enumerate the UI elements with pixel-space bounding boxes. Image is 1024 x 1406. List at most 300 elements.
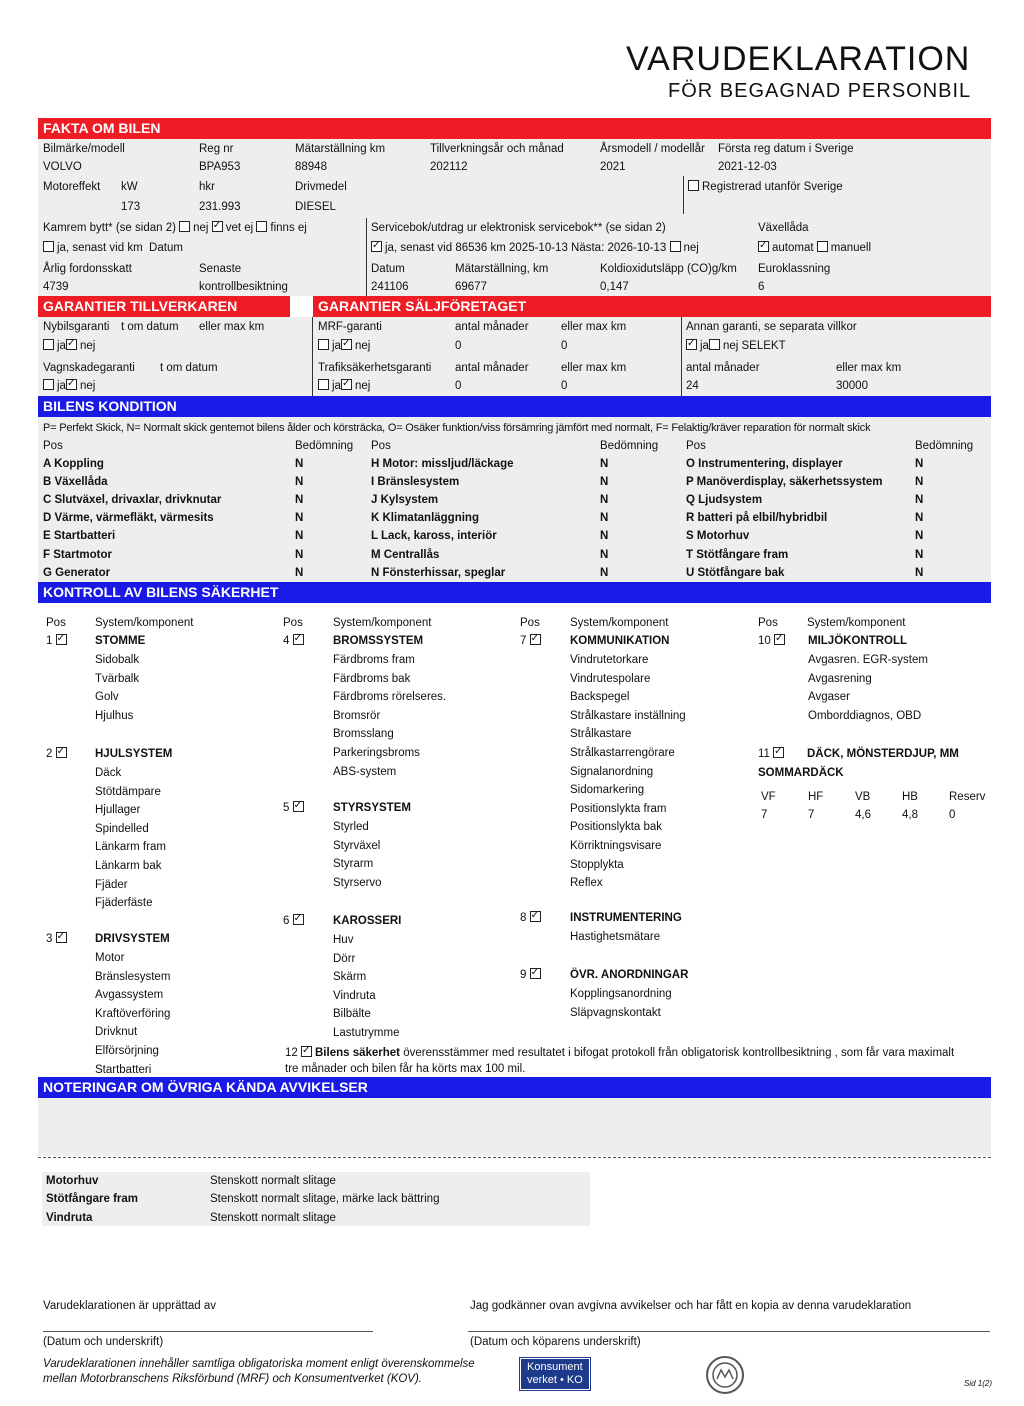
group-item: Strålkastare inställning bbox=[570, 709, 686, 722]
body-nej-label: nej bbox=[79, 380, 96, 392]
group-pos-cell bbox=[46, 747, 70, 761]
condition-item-label: A Koppling bbox=[43, 458, 104, 470]
buyer-signature-label: (Datum och köparens underskrift) bbox=[470, 1336, 641, 1348]
condition-item-rating: N bbox=[600, 566, 609, 579]
timing-date-label: Datum bbox=[149, 242, 183, 254]
group-item: Stopplykta bbox=[570, 858, 624, 871]
other-ja-checkbox[interactable] bbox=[686, 339, 697, 350]
group-item: Hjulhus bbox=[95, 709, 134, 722]
group-item: ABS-system bbox=[333, 765, 397, 778]
condition-item-rating: N bbox=[915, 476, 924, 489]
gearbox-label: Växellåda bbox=[758, 222, 809, 234]
abroad-option bbox=[688, 180, 843, 194]
condition-item-label: O Instrumentering, displayer bbox=[686, 458, 843, 470]
group-heading: KAROSSERI bbox=[333, 915, 402, 927]
condition-item-label: S Motorhuv bbox=[686, 530, 750, 543]
condition-item-label: H Motor: missljud/läckage bbox=[371, 458, 514, 470]
group-checkbox[interactable] bbox=[530, 911, 541, 922]
make-value: VOLVO bbox=[43, 161, 82, 173]
mrf-choice bbox=[318, 339, 370, 353]
group-item: Stötdämpare bbox=[95, 785, 161, 798]
group-item: Positionslykta bak bbox=[570, 821, 663, 834]
condition-item-label: L Lack, kaross, interiör bbox=[371, 530, 497, 543]
mileage-label: Mätarställning km bbox=[295, 143, 386, 155]
group-checkbox[interactable] bbox=[530, 634, 541, 645]
group-pos: 1 bbox=[46, 635, 53, 647]
group-checkbox[interactable] bbox=[774, 634, 785, 645]
group-checkbox[interactable] bbox=[56, 634, 67, 645]
group-item: Bränslesystem bbox=[95, 970, 171, 983]
traffic-nej-checkbox[interactable] bbox=[341, 379, 352, 390]
condition-item-label: E Startbatteri bbox=[43, 530, 116, 543]
fuel-value: DIESEL bbox=[295, 201, 336, 213]
reg-label: Reg nr bbox=[199, 143, 234, 155]
condition-item-label: F Startmotor bbox=[43, 548, 112, 561]
condition-item-label: C Slutväxel, drivaxlar, drivknutar bbox=[43, 494, 222, 507]
group-item: Elförsörjning bbox=[95, 1045, 159, 1057]
cond-rating-header-3: Bedömning bbox=[915, 440, 974, 452]
date-label: Datum bbox=[371, 263, 405, 275]
group-pos: 3 bbox=[46, 933, 53, 945]
note-key: Stötfångare fram bbox=[46, 1193, 139, 1206]
group-pos: 2 bbox=[46, 748, 53, 760]
service-ja-checkbox[interactable] bbox=[371, 241, 382, 252]
condition-item-rating: N bbox=[915, 494, 924, 507]
note-value: Stenskott normalt slitage bbox=[210, 1211, 336, 1224]
condition-item-rating: N bbox=[600, 476, 609, 489]
condition-item-label: G Generator bbox=[43, 566, 111, 579]
group-checkbox[interactable] bbox=[530, 968, 541, 979]
model-year-value: 2021 bbox=[600, 161, 626, 173]
group-item: Kraftöverföring bbox=[95, 1007, 171, 1020]
mrf-label: MRF-garanti bbox=[318, 321, 382, 333]
new-ja-checkbox[interactable] bbox=[43, 339, 54, 350]
gear-auto-label: automat bbox=[772, 242, 814, 254]
group-item: Omborddiagnos, OBD bbox=[808, 709, 922, 722]
condition-item-rating: N bbox=[295, 548, 304, 561]
reg-value: BPA953 bbox=[199, 161, 241, 173]
condition-item-rating: N bbox=[915, 566, 924, 579]
traffic-ja-label: ja bbox=[332, 380, 341, 392]
mrf-nej-checkbox[interactable] bbox=[341, 339, 352, 350]
condition-item-label: M Centrallås bbox=[371, 548, 440, 561]
group-item: Avgasrening bbox=[808, 672, 872, 685]
group-checkbox[interactable] bbox=[293, 914, 304, 925]
group-heading: MILJÖKONTROLL bbox=[808, 635, 908, 647]
group-item: Styrarm bbox=[333, 858, 374, 871]
other-km-value: 30000 bbox=[836, 380, 868, 392]
kw-label: kW bbox=[121, 181, 138, 193]
hp-value: 231.993 bbox=[199, 201, 241, 213]
group-checkbox[interactable] bbox=[56, 747, 67, 758]
cond-pos-header-2: Pos bbox=[371, 440, 391, 452]
first-reg-value: 2021-12-03 bbox=[718, 161, 777, 173]
condition-item-label: I Bränslesystem bbox=[371, 476, 460, 489]
mrf-km-label: eller max km bbox=[561, 321, 627, 333]
group-checkbox[interactable] bbox=[773, 747, 784, 758]
condition-item-rating: N bbox=[600, 530, 609, 543]
mrf-seal-icon bbox=[706, 1356, 744, 1394]
other-months-label: antal månader bbox=[686, 362, 760, 374]
tyre-header: HB bbox=[902, 791, 918, 803]
abroad-checkbox[interactable] bbox=[688, 180, 699, 191]
group-item: Körriktningsvisare bbox=[570, 840, 662, 852]
divider bbox=[312, 317, 313, 396]
page-title: VARUDEKLARATION bbox=[626, 40, 971, 78]
condition-item-rating: N bbox=[915, 530, 924, 543]
group-item: Drivknut bbox=[95, 1026, 138, 1039]
notes-divider bbox=[38, 1157, 991, 1158]
signature-line-seller[interactable] bbox=[43, 1331, 373, 1332]
group-pos-cell bbox=[283, 914, 307, 928]
footer-note-2: mellan Motorbranschens Riksförbund (MRF) och Konsumentverket (KOV). bbox=[43, 1373, 423, 1385]
safety-sys-header-2: System/komponent bbox=[333, 617, 432, 629]
timing-ja-checkbox[interactable] bbox=[43, 241, 54, 252]
condition-item-rating: N bbox=[295, 458, 304, 470]
other-ja-label: ja bbox=[700, 340, 709, 352]
group-item: Styrservo bbox=[333, 876, 382, 889]
condition-item-label: K Klimatanläggning bbox=[371, 512, 479, 525]
section-bar-warranty-dealer: GARANTIER SÄLJFÖRETAGET bbox=[313, 296, 991, 317]
group-item: Strålkastare bbox=[570, 728, 632, 741]
condition-item-rating: N bbox=[295, 476, 304, 489]
service-row bbox=[371, 241, 699, 255]
group-checkbox[interactable] bbox=[56, 932, 67, 943]
group-item: Avgassystem bbox=[95, 989, 164, 1002]
condition-item-rating: N bbox=[915, 512, 924, 525]
euro-value: 6 bbox=[758, 281, 765, 293]
group-item: Signalanordning bbox=[570, 765, 654, 778]
note-value: Stenskott normalt slitage bbox=[210, 1175, 336, 1187]
prepared-by-label: Varudeklarationen är upprättad av bbox=[43, 1300, 217, 1312]
tyre-value: 4,6 bbox=[855, 809, 871, 821]
body-tom-label: t om datum bbox=[160, 362, 218, 374]
timing-finns-checkbox[interactable] bbox=[256, 221, 267, 232]
konsumentverket-logo bbox=[520, 1358, 590, 1390]
logo-line-1: Konsument bbox=[527, 1361, 583, 1373]
group-item: Fjäder bbox=[95, 878, 128, 891]
condition-item-rating: N bbox=[295, 494, 304, 507]
statement-bold: Bilens säkerhet bbox=[315, 1047, 401, 1059]
timing-vetej-label: vet ej bbox=[225, 222, 254, 234]
condition-item-rating: N bbox=[915, 458, 924, 470]
group-item: Vindrutetorkare bbox=[570, 654, 649, 666]
condition-item-rating: N bbox=[600, 494, 609, 507]
group-item: Släpvagnskontakt bbox=[570, 1006, 661, 1019]
group-item: Färdbroms rörelseres. bbox=[333, 691, 447, 704]
prod-label: Tillverkningsår och månad bbox=[430, 143, 564, 155]
traffic-months-value: 0 bbox=[455, 380, 462, 392]
group-item: Tvärbalk bbox=[95, 672, 140, 685]
group-item: Skärm bbox=[333, 971, 367, 984]
group-item: Positionslykta fram bbox=[570, 802, 667, 815]
group-pos: 9 bbox=[520, 969, 527, 981]
timing-vetej-checkbox[interactable] bbox=[212, 221, 223, 232]
body-ja-checkbox[interactable] bbox=[43, 379, 54, 390]
signature-line-buyer[interactable] bbox=[468, 1331, 990, 1332]
statement-text: överensstämmer med resultatet i bifogat protokoll från obligatorisk kontrollbesiktning , som får vara maximalt bbox=[400, 1047, 955, 1059]
group-item: Bromsrör bbox=[333, 709, 381, 722]
other-km-label: eller max km bbox=[836, 362, 902, 374]
group-item: Kopplingsanordning bbox=[570, 988, 672, 1000]
condition-legend: P= Perfekt Skick, N= Normalt skick gentemot bilens ålder och körsträcka, O= Osäker funktion/viss försämring jämfört med normalt, F= Felaktig/kräver reparation för normalt skick bbox=[43, 422, 871, 434]
new-ja-label: ja bbox=[57, 340, 66, 352]
meter-value: 69677 bbox=[455, 281, 487, 293]
statement-pos: 12 bbox=[285, 1047, 298, 1059]
divider bbox=[683, 176, 684, 214]
new-nej-label: nej bbox=[79, 340, 96, 352]
traffic-ja-checkbox[interactable] bbox=[318, 379, 329, 390]
group-heading: ÖVR. ANORDNINGAR bbox=[570, 969, 689, 981]
group-item: Dörr bbox=[333, 952, 356, 965]
other-nej-label: nej SELEKT bbox=[722, 340, 786, 352]
group-item: Motor bbox=[95, 952, 125, 964]
logo-line-2: verket • KO bbox=[527, 1374, 583, 1386]
cond-rating-header-1: Bedömning bbox=[295, 440, 354, 452]
timing-ja-row bbox=[43, 241, 183, 255]
group-item: Bromsslang bbox=[333, 728, 394, 741]
group-item: Hastighetsmätare bbox=[570, 931, 661, 943]
group-pos: 7 bbox=[520, 635, 527, 647]
body-warranty-label: Vagnskadegaranti bbox=[43, 362, 135, 374]
group-item: Strålkastarrengörare bbox=[570, 747, 675, 759]
model-year-label: Årsmodell / modellår bbox=[600, 143, 705, 155]
timing-nej-label: nej bbox=[193, 222, 209, 234]
condition-item-label: N Fönsterhissar, speglar bbox=[371, 566, 506, 579]
condition-item-label: P Manöverdisplay, säkerhetssystem bbox=[686, 476, 883, 489]
safety-pos-header-1: Pos bbox=[46, 617, 66, 629]
group-pos: 6 bbox=[283, 915, 290, 927]
seller-signature-label: (Datum och underskrift) bbox=[43, 1336, 164, 1348]
gear-auto-checkbox[interactable] bbox=[758, 241, 769, 252]
group-heading: HJULSYSTEM bbox=[95, 748, 173, 760]
safety-group-tyres bbox=[758, 747, 787, 761]
group-item: Vindrutespolare bbox=[570, 672, 651, 685]
group-item: Startbatteri bbox=[95, 1063, 152, 1076]
group-pos: 5 bbox=[283, 802, 290, 814]
group-checkbox[interactable] bbox=[293, 801, 304, 812]
safety-sys-header-3: System/komponent bbox=[570, 617, 669, 629]
condition-item-label: Q Ljudsystem bbox=[686, 494, 763, 507]
safety-statement-line2: tre månader och bilen får ha körts max 100 mil. bbox=[285, 1063, 526, 1075]
mileage-value: 88948 bbox=[295, 161, 327, 173]
tax-label: Årlig fordonsskatt bbox=[43, 263, 132, 275]
traffic-nej-label: nej bbox=[354, 380, 371, 392]
mrf-km-value: 0 bbox=[561, 340, 568, 352]
group-item: Sidomarkering bbox=[570, 784, 645, 797]
section-bar-warranty-mfr: GARANTIER TILLVERKAREN bbox=[38, 296, 290, 317]
group-item: Vindruta bbox=[333, 989, 376, 1002]
buyer-approval-label: Jag godkänner ovan avgivna avvikelser och har fått en kopia av denna varudeklaration bbox=[470, 1300, 912, 1312]
group-item: Lastutrymme bbox=[333, 1027, 400, 1039]
group-item: Golv bbox=[95, 691, 119, 704]
condition-item-label: D Värme, värmefläkt, värmesits bbox=[43, 512, 214, 525]
group-item: Fjäderfäste bbox=[95, 897, 153, 910]
group-item: Färdbroms bak bbox=[333, 672, 411, 685]
timing-row bbox=[43, 221, 307, 235]
cond-pos-header-1: Pos bbox=[43, 440, 63, 452]
mrf-ja-checkbox[interactable] bbox=[318, 339, 329, 350]
tyre-header: VF bbox=[761, 791, 776, 803]
safety-sys-header-1: System/komponent bbox=[95, 617, 194, 629]
mrf-nej-label: nej bbox=[354, 340, 371, 352]
safety-pos-header-4: Pos bbox=[758, 617, 778, 629]
gear-manual-label: manuell bbox=[830, 242, 872, 254]
latest-value: kontrollbesiktning bbox=[199, 281, 288, 293]
group-item: Länkarm fram bbox=[95, 841, 166, 854]
traffic-choice bbox=[318, 379, 370, 393]
group-item: Bilbälte bbox=[333, 1008, 371, 1021]
group-item: Huv bbox=[333, 934, 354, 946]
group-pos-cell bbox=[758, 634, 788, 648]
tax-value: 4739 bbox=[43, 281, 69, 293]
group-item: Backspegel bbox=[570, 691, 630, 704]
condition-item-rating: N bbox=[295, 512, 304, 525]
condition-item-rating: N bbox=[600, 458, 609, 470]
group-item: Spindelled bbox=[95, 822, 149, 835]
divider bbox=[366, 218, 367, 296]
group-checkbox[interactable] bbox=[293, 634, 304, 645]
section-bar-condition: BILENS KONDITION bbox=[38, 396, 991, 417]
service-label: Servicebok/utdrag ur elektronisk servicebok** (se sidan 2) bbox=[371, 222, 666, 234]
prod-value: 202112 bbox=[430, 161, 468, 173]
timing-ja-label: ja, senast vid km bbox=[57, 242, 143, 254]
date-value: 241106 bbox=[371, 281, 409, 293]
tyre-value: 4,8 bbox=[902, 809, 918, 821]
condition-item-rating: N bbox=[600, 548, 609, 561]
new-nej-checkbox[interactable] bbox=[66, 339, 77, 350]
safety-pos-header-2: Pos bbox=[283, 617, 303, 629]
group-pos-cell bbox=[46, 932, 70, 946]
gearbox-row bbox=[758, 241, 871, 255]
condition-item-label: R batteri på elbil/hybridbil bbox=[686, 512, 828, 525]
group-item: Avgasren. EGR-system bbox=[808, 654, 928, 666]
timing-nej-checkbox[interactable] bbox=[179, 221, 190, 232]
group-heading: KOMMUNIKATION bbox=[570, 635, 670, 647]
condition-item-rating: N bbox=[295, 530, 304, 543]
condition-item-label: T Stötfångare fram bbox=[686, 548, 789, 561]
power-label: Motoreffekt bbox=[43, 181, 101, 193]
footer-note-1: Varudeklarationen innehåller samtliga obligatoriska moment enligt överenskommelse bbox=[43, 1358, 475, 1370]
section-bar-safety: KONTROLL AV BILENS SÄKERHET bbox=[38, 582, 991, 603]
fuel-label: Drivmedel bbox=[295, 181, 347, 193]
group-pos-cell bbox=[520, 911, 544, 925]
condition-item-label: U Stötfångare bak bbox=[686, 566, 785, 579]
other-choice bbox=[686, 339, 786, 353]
timing-label: Kamrem bytt* (se sidan 2) bbox=[43, 222, 176, 234]
divider bbox=[681, 317, 682, 396]
hp-label: hkr bbox=[199, 181, 215, 193]
other-nej-checkbox[interactable] bbox=[709, 339, 720, 350]
kw-value: 173 bbox=[121, 201, 141, 213]
other-months-value: 24 bbox=[686, 380, 699, 392]
group-heading: DRIVSYSTEM bbox=[95, 933, 170, 945]
group-item: Styrled bbox=[333, 821, 369, 833]
group-heading: BROMSSYSTEM bbox=[333, 635, 424, 647]
group-item: Styrväxel bbox=[333, 839, 381, 852]
group-heading: INSTRUMENTERING bbox=[570, 912, 682, 924]
note-key: Motorhuv bbox=[46, 1175, 99, 1187]
note-value: Stenskott normalt slitage, märke lack bättring bbox=[210, 1193, 440, 1206]
tyre-value: 7 bbox=[761, 809, 768, 821]
group-item: Parkeringsbroms bbox=[333, 747, 420, 759]
group-item: Däck bbox=[95, 767, 122, 779]
traffic-km-label: eller max km bbox=[561, 362, 627, 374]
note-key: Vindruta bbox=[46, 1211, 93, 1224]
first-reg-label: Första reg datum i Sverige bbox=[718, 143, 854, 155]
group-heading: STYRSYSTEM bbox=[333, 802, 411, 814]
mrf-months-label: antal månader bbox=[455, 321, 529, 333]
tyres-subheading: SOMMARDÄCK bbox=[758, 767, 844, 779]
abroad-label: Registrerad utanför Sverige bbox=[702, 181, 843, 193]
service-nej-label: nej bbox=[683, 242, 699, 254]
page-number: Sid 1(2) bbox=[964, 1379, 993, 1388]
traffic-label: Trafiksäkerhetsgaranti bbox=[318, 362, 432, 374]
condition-item-rating: N bbox=[600, 512, 609, 525]
statement-checkbox[interactable] bbox=[301, 1046, 312, 1057]
group-item: Färdbroms fram bbox=[333, 654, 415, 666]
tyres-heading: DÄCK, MÖNSTERDJUP, MM bbox=[807, 748, 959, 760]
traffic-km-value: 0 bbox=[561, 380, 568, 392]
group-pos: 11 bbox=[758, 748, 770, 760]
group-pos-cell bbox=[520, 968, 544, 982]
group-item: Sidobalk bbox=[95, 654, 140, 666]
tyre-value: 7 bbox=[808, 809, 815, 821]
new-warranty-choice bbox=[43, 339, 95, 353]
group-pos: 10 bbox=[758, 635, 771, 647]
group-pos-cell bbox=[46, 634, 70, 648]
traffic-months-label: antal månader bbox=[455, 362, 529, 374]
tyre-header: HF bbox=[808, 791, 824, 803]
group-pos-cell bbox=[283, 801, 307, 815]
body-nej-checkbox[interactable] bbox=[66, 379, 77, 390]
group-item: Länkarm bak bbox=[95, 860, 162, 872]
condition-item-rating: N bbox=[915, 548, 924, 561]
condition-item-label: J Kylsystem bbox=[371, 494, 439, 507]
group-heading: STOMME bbox=[95, 635, 146, 647]
cond-pos-header-3: Pos bbox=[686, 440, 706, 452]
co-label: Koldioxidutsläpp (CO)g/km bbox=[600, 263, 737, 275]
section-bar-facts: FAKTA OM BILEN bbox=[38, 118, 991, 139]
safety-sys-header-4: System/komponent bbox=[807, 617, 906, 629]
new-max-label: eller max km bbox=[199, 321, 265, 333]
cond-rating-header-2: Bedömning bbox=[600, 440, 659, 452]
section-bar-notes: NOTERINGAR OM ÖVRIGA KÄNDA AVVIKELSER bbox=[38, 1077, 991, 1098]
gear-manual-checkbox[interactable] bbox=[817, 241, 828, 252]
mrf-ja-label: ja bbox=[332, 340, 341, 352]
group-pos: 8 bbox=[520, 912, 527, 924]
other-warranty-label: Annan garanti, se separata villkor bbox=[686, 321, 857, 333]
tyre-header: Reserv bbox=[949, 791, 986, 803]
condition-item-rating: N bbox=[295, 566, 304, 579]
euro-label: Euroklassning bbox=[758, 263, 831, 275]
group-item: Hjullager bbox=[95, 804, 141, 817]
page-subtitle: FÖR BEGAGNAD PERSONBIL bbox=[668, 80, 972, 102]
group-item: Reflex bbox=[570, 877, 603, 890]
condition-item-label: B Växellåda bbox=[43, 476, 108, 489]
new-tom-label: t om datum bbox=[121, 321, 179, 333]
tyre-header: VB bbox=[855, 791, 871, 803]
group-pos-cell bbox=[283, 634, 307, 648]
safety-pos-header-3: Pos bbox=[520, 617, 540, 629]
mrf-months-value: 0 bbox=[455, 340, 462, 352]
timing-finns-label: finns ej bbox=[270, 222, 307, 234]
make-label: Bilmärke/modell bbox=[43, 143, 125, 155]
group-pos-cell bbox=[520, 634, 544, 648]
service-nej-checkbox[interactable] bbox=[670, 241, 681, 252]
group-pos: 4 bbox=[283, 635, 290, 647]
safety-statement bbox=[285, 1046, 954, 1060]
